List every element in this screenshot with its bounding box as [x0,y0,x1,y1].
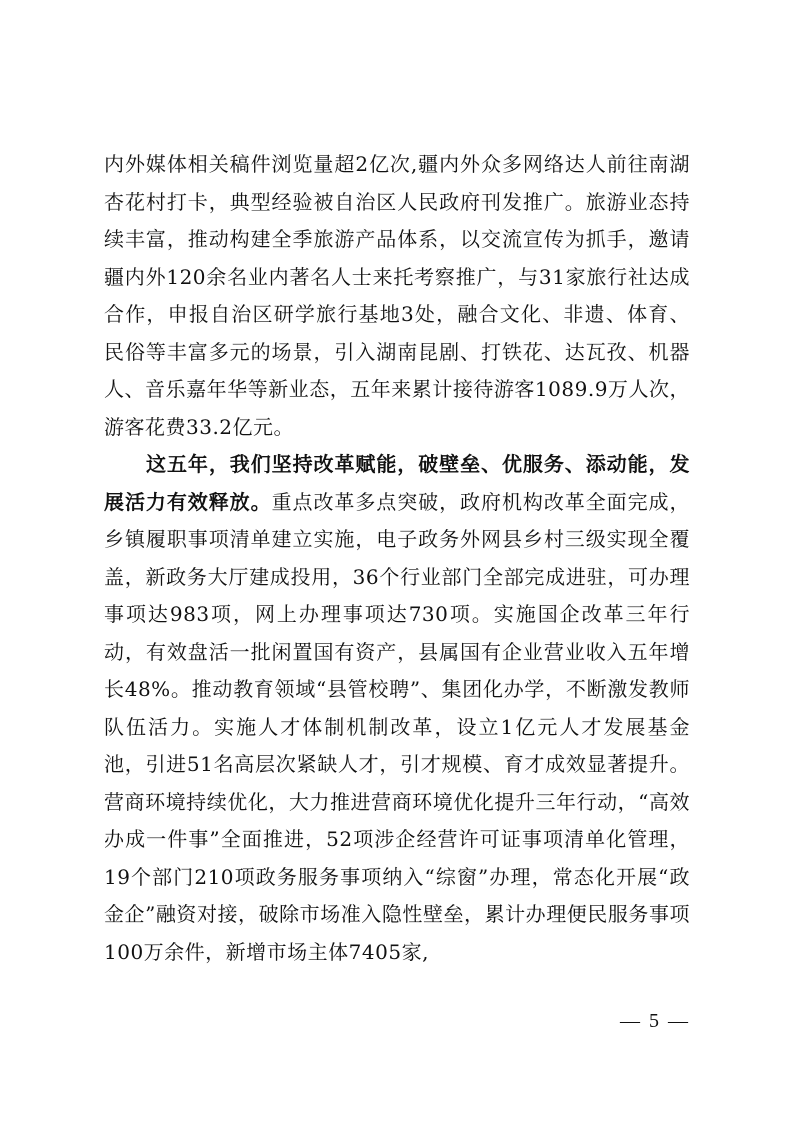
paragraph-reform [104,446,690,971]
paragraph-lead-sentence: 这五年，我们坚持改革赋能，破壁垒、优服务、添动能，发展活力有效释放。 [104,452,690,514]
body-text [104,146,690,971]
page-number: — 5 — [620,1010,690,1032]
paragraph-text: 重点改革多点突破，政府机构改革全面完成，乡镇履职事项清单建立实施，电子政务外网县乡村三级实现全覆盖，新政务大厅建成投用，36个行业部门全部完成进驻，可办理事项达983项，网上办理事项达730项。实施国企改革三年行动，有效盘活一批闲置国有资产，县属国有企业营业收入五年增长48%。推动教育领域“县管校聘”、集团化办学，不断激发教师队伍活力。实施人才体制机制改革，设立1亿元人才发展基金池，引进51名高层次紧缺人才，引才规模、育才成效显著提升。营商环境持续优化，大力推进营商环境优化提升三年行动，“高效办成一件事”全面推进，52项涉企经营许可证事项清单化管理，19个部门210项政务服务事项纳入“综窗”办理，常态化开展“政金企”融资对接，破除市场准入隐性壁垒，累计办理便民服务事项100万余件，新增市场主体7405家, [104,489,691,964]
paragraph-text: 内外媒体相关稿件浏览量超2亿次,疆内外众多网络达人前往南湖杏花村打卡，典型经验被自治区人民政府刊发推广。旅游业态持续丰富，推动构建全季旅游产品体系，以交流宣传为抓手，邀请疆内外120余名业内著名人士来托考察推广，与31家旅行社达成合作，申报自治区研学旅行基地3处，融合文化、非遗、体育、民俗等丰富多元的场景，引入湖南昆剧、打铁花、达瓦孜、机器人、音乐嘉年华等新业态，五年来累计接待游客1089.9万人次，游客花费33.2亿元。 [104,152,690,439]
paragraph-continuation [104,146,690,446]
